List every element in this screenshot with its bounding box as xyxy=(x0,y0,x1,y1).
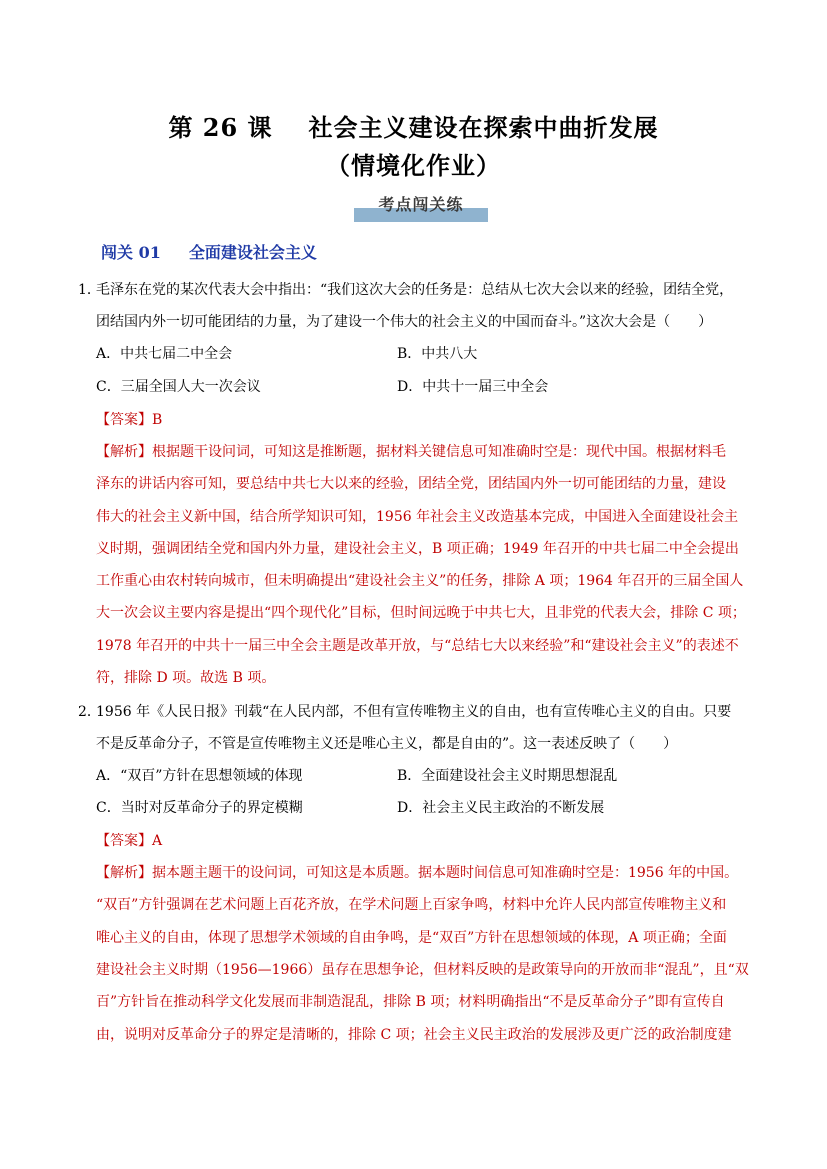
question-2-analysis-line-2: “双百”方针强调在艺术问题上百花齐放，在学术问题上百家争鸣，材料中允许人民内部宣传唯物主义和 xyxy=(96,897,727,913)
question-2-answer: 【答案】A xyxy=(96,833,163,849)
question-1-analysis-line-7: 1978 年召开的中共十一届三中全会主题是改革开放，与“总结七大以来经验”和“建设社会主义”的表述不 xyxy=(96,638,739,654)
question-2-option-d: D．社会主义民主政治的不断发展 xyxy=(397,800,605,816)
question-1-analysis-line-5: 工作重心由农村转向城市，但未明确提出“建设社会主义”的任务，排除 A 项；1964 年召开的三届全国人 xyxy=(96,573,744,589)
lesson-subtitle: （情境化作业） xyxy=(326,151,501,180)
question-1-number: 1． xyxy=(78,282,101,298)
question-1-answer: 【答案】B xyxy=(96,412,163,428)
question-2-analysis-line-1: 【解析】据本题主题干的设问词，可知这是本质题。据本题时间信息可知准确时空是：1956 年的中国。 xyxy=(96,865,739,881)
question-2-stem-line-2: 不是反革命分子，不管是宣传唯物主义还是唯心主义，都是自由的”。这一表述反映了（ ） xyxy=(96,736,678,752)
section-heading xyxy=(101,240,317,263)
lesson-title xyxy=(0,108,827,143)
question-1-option-b: B．中共八大 xyxy=(397,346,478,362)
question-2-analysis-line-4: 建设社会主义时期（1956—1966）虽存在思想争论，但材料反映的是政策导向的开放而非“混乱”，且“双 xyxy=(96,962,749,978)
question-2-number: 2． xyxy=(78,704,101,720)
question-1-stem-line-1: 毛泽东在党的某次代表大会中指出：“我们这次大会的任务是：总结从七次大会以来的经验，团结全党， xyxy=(96,282,734,298)
question-2-analysis-line-6: 由，说明对反革命分子的界定是清晰的，排除 C 项；社会主义民主政治的发展涉及更广泛的政治制度建 xyxy=(96,1027,732,1043)
question-1-analysis-line-2: 泽东的讲话内容可知，要总结中共七大以来的经验，团结全党，团结国内外一切可能团结的力量，建设 xyxy=(96,476,726,492)
question-1-analysis-line-1: 【解析】根据题干设问词，可知这是推断题，据材料关键信息可知准确时空是：现代中国。根据材料毛 xyxy=(96,444,726,460)
question-1-stem-line-2: 团结国内外一切可能团结的力量，为了建设一个伟大的社会主义的中国而奋斗。”这次大会是（ ） xyxy=(96,314,713,330)
question-2-analysis-line-3: 唯心主义的自由，体现了思想学术领域的自由争鸣，是“双百”方针在思想领域的体现，A 项正确；全面 xyxy=(96,930,727,946)
question-1-analysis-line-6: 大一次会议主要内容是提出“四个现代化”目标，但时间远晚于中共七大，且非党的代表大会，排除 C 项； xyxy=(96,605,746,621)
question-1-option-a: A．中共七届二中全会 xyxy=(96,346,233,362)
question-1-option-d: D．中共十一届三中全会 xyxy=(397,379,549,395)
question-1-analysis-line-8: 符，排除 D 项。故选 B 项。 xyxy=(96,670,276,686)
question-1-analysis-line-4: 义时期，强调团结全党和国内外力量，建设社会主义，B 项正确；1949 年召开的中共七届二中全会提出 xyxy=(96,541,739,557)
question-1-option-c: C．三届全国人大一次会议 xyxy=(96,379,261,395)
question-2-analysis-line-5: 百”方针旨在推动科学文化发展而非制造混乱，排除 B 项；材料明确指出“不是反革命分子”即有宣传自 xyxy=(96,994,725,1010)
question-2-option-c: C．当时对反革命分子的界定模糊 xyxy=(96,800,303,816)
question-2-option-a: A．“双百”方针在思想领域的体现 xyxy=(96,768,303,784)
lesson-name: 社会主义建设在探索中曲折发展 xyxy=(308,113,659,142)
lesson-number: 第 26 课 xyxy=(168,113,273,142)
exercise-badge xyxy=(354,192,488,222)
badge-label: 考点闯关练 xyxy=(378,195,464,214)
question-2-stem-line-1: 1956 年《人民日报》刊载“在人民内部，不但有宣传唯物主义的自由，也有宣传唯心主义的自由。只要 xyxy=(96,704,732,720)
question-1-analysis-line-3: 伟大的社会主义新中国，结合所学知识可知，1956 年社会主义改造基本完成，中国进入全面建设社会主 xyxy=(96,509,739,525)
section-code: 闯关 01 xyxy=(101,243,161,262)
question-2-option-b: B．全面建设社会主义时期思想混乱 xyxy=(397,768,618,784)
section-title: 全面建设社会主义 xyxy=(188,243,317,262)
